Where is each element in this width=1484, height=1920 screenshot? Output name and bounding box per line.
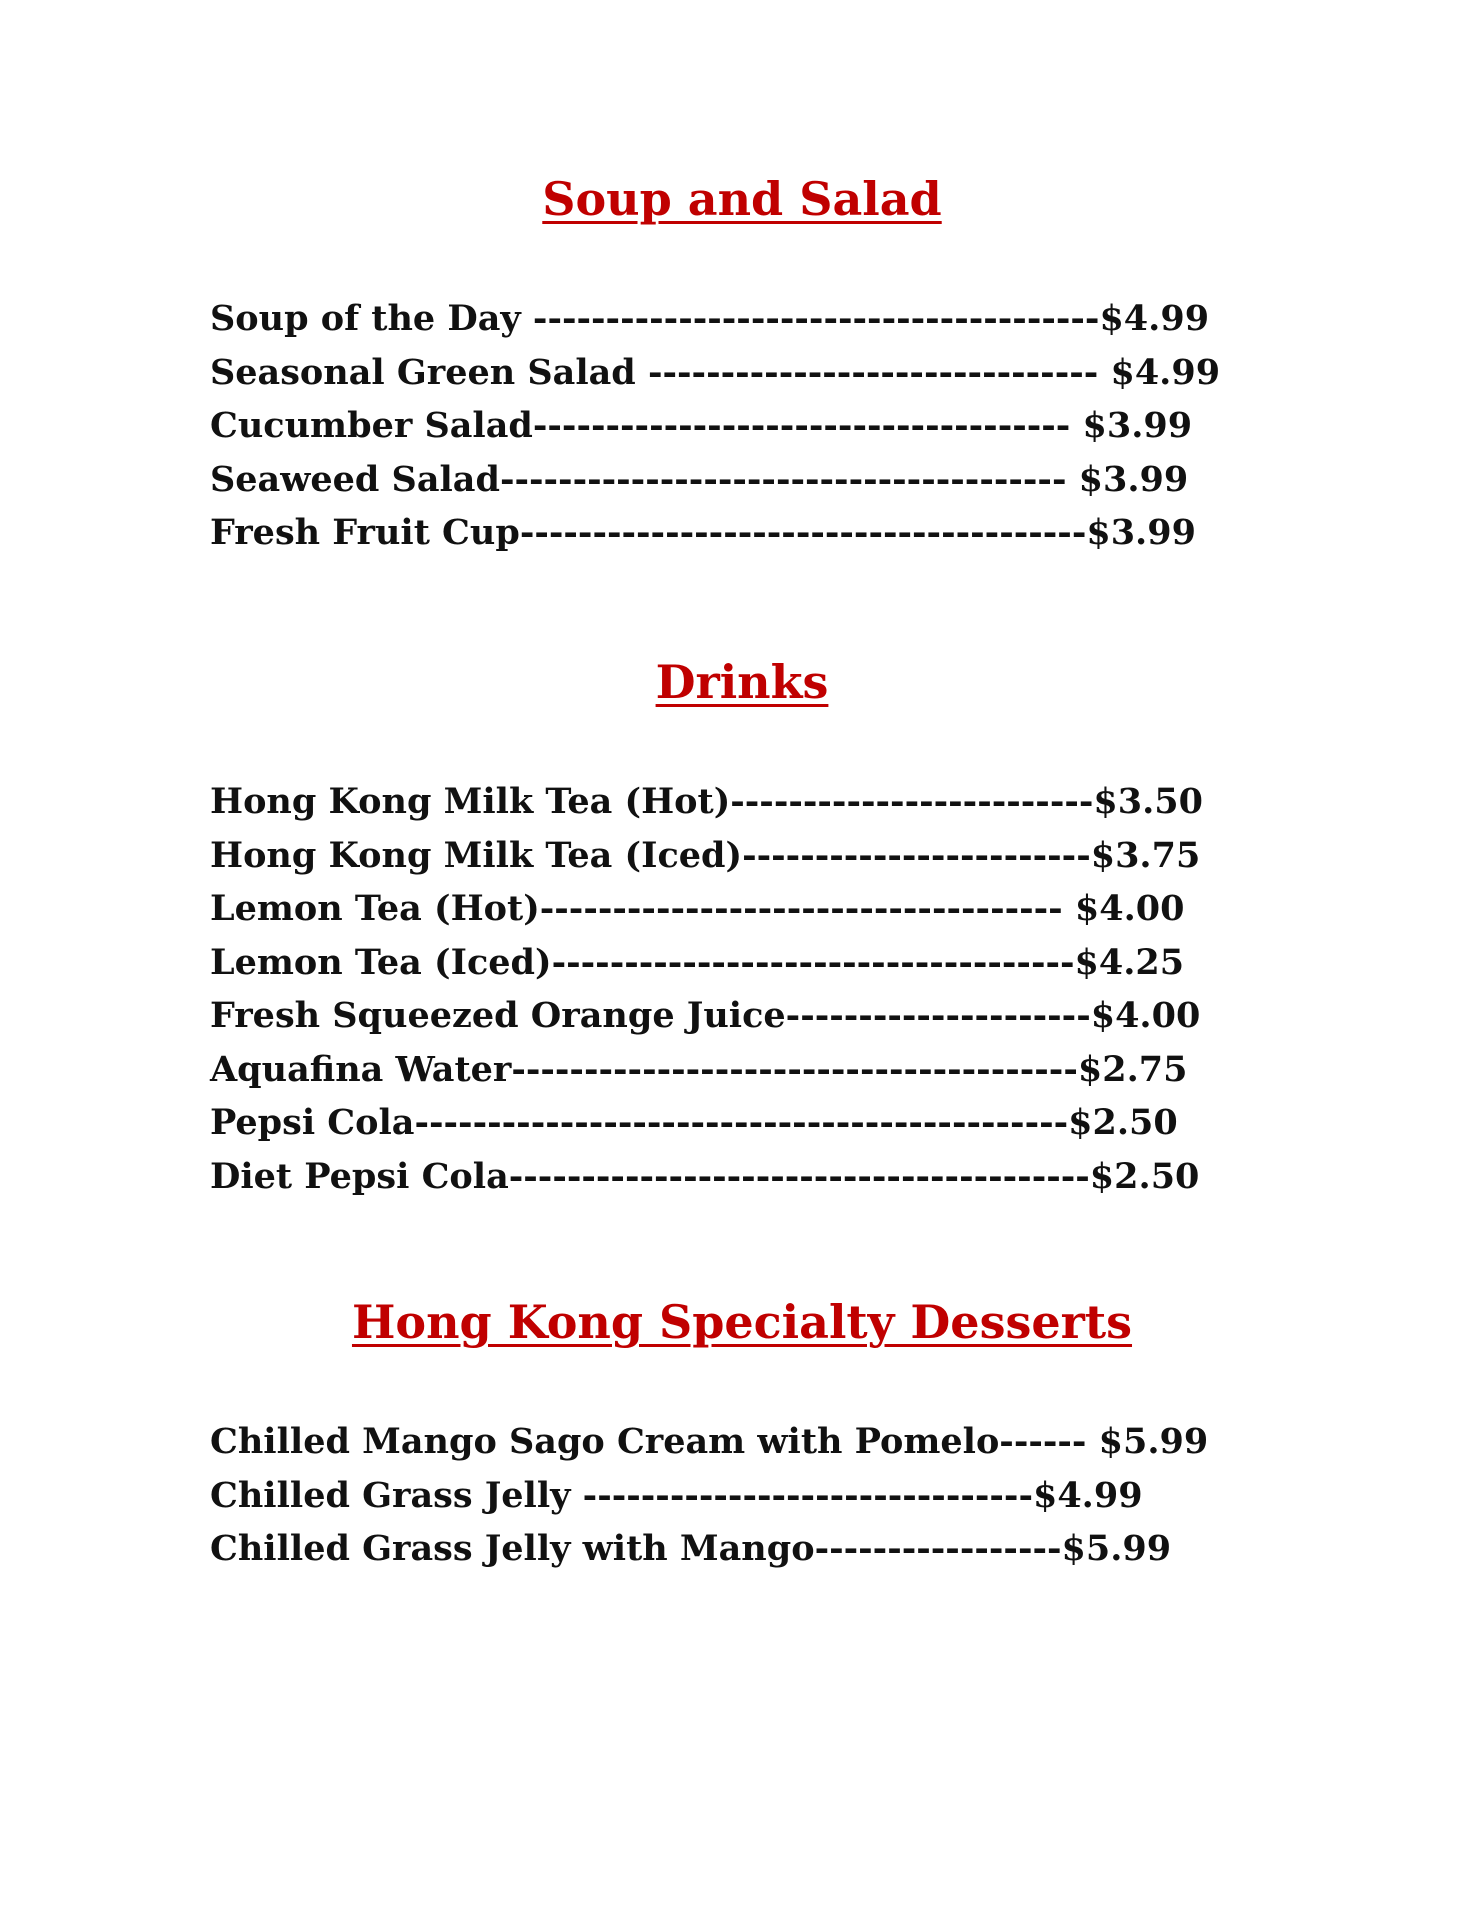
menu-item: Seasonal Green Salad ------------------------------- $4.99 [210,351,1221,393]
menu-list-desserts [210,1415,1208,1576]
menu-item: Lemon Tea (Iced)------------------------------------$4.25 [210,941,1185,983]
menu-item: Cucumber Salad------------------------------------- $3.99 [210,405,1193,446]
menu-list-drinks [210,775,1203,1203]
menu-item: Pepsi Cola---------------------------------------------$2.50 [210,1102,1178,1143]
menu-item: Chilled Grass Jelly -------------------------------$4.99 [210,1474,1143,1516]
section-heading-drinks: Drinks [655,655,829,709]
menu-item: Soup of the Day ---------------------------------------$4.99 [210,298,1210,339]
menu-item: Fresh Fruit Cup---------------------------------------$3.99 [210,512,1196,553]
menu-item: Seaweed Salad--------------------------------------- $3.99 [210,458,1189,500]
section-heading-soup-and-salad: Soup and Salad [542,172,942,226]
menu-item: Chilled Mango Sago Cream with Pomelo------ $5.99 [210,1421,1209,1462]
menu-item: Aquafina Water---------------------------------------$2.75 [210,1048,1188,1090]
menu-item: Chilled Grass Jelly with Mango-----------------$5.99 [210,1528,1172,1569]
menu-item: Diet Pepsi Cola----------------------------------------$2.50 [210,1155,1200,1197]
menu-item: Hong Kong Milk Tea (Hot)-------------------------$3.50 [210,781,1204,822]
menu-list-soup-and-salad [210,292,1220,560]
menu-item: Hong Kong Milk Tea (Iced)------------------------$3.75 [210,834,1201,876]
section-heading-hong-kong-specialty-desserts: Hong Kong Specialty Desserts [351,1295,1133,1349]
menu-item: Fresh Squeezed Orange Juice---------------------$4.00 [210,995,1201,1036]
menu-item: Lemon Tea (Hot)------------------------------------ $4.00 [210,888,1185,929]
